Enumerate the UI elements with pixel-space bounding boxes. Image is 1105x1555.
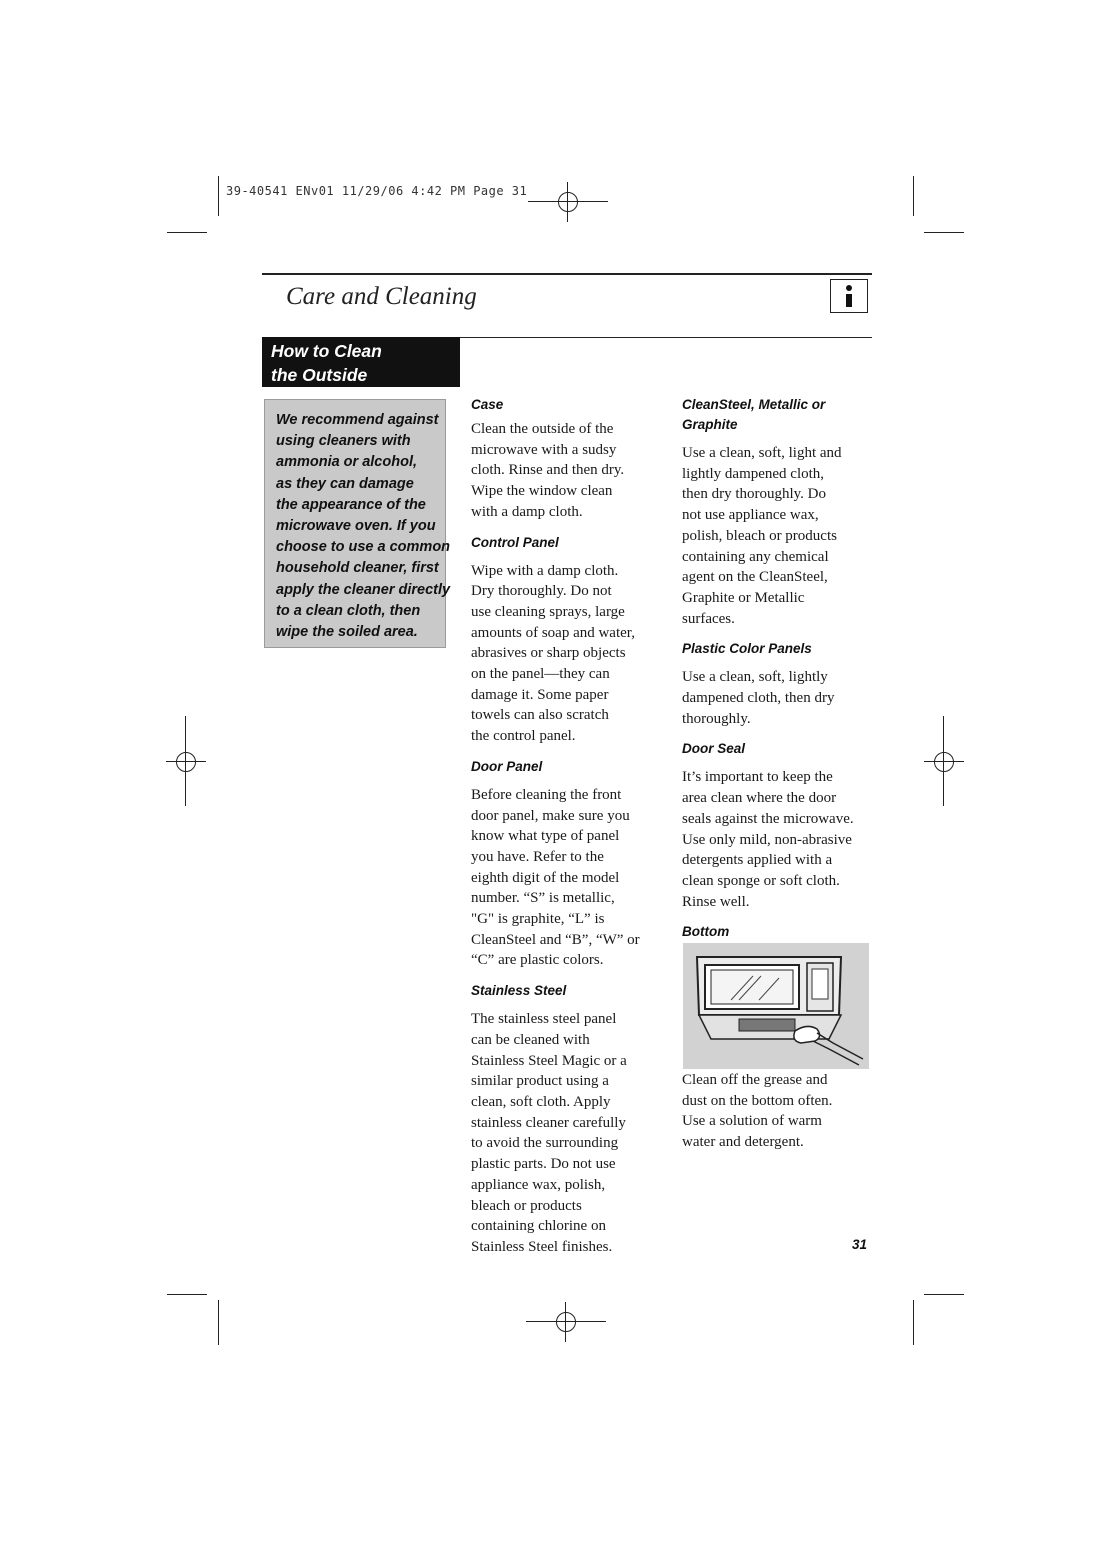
text-line: Stainless Steel Magic or a	[471, 1052, 627, 1069]
text-line: Use a solution of warm	[682, 1113, 822, 1130]
text-line: know what type of panel	[471, 828, 620, 845]
text-line: agent on the CleanSteel,	[682, 569, 828, 586]
text-line: with a damp cloth.	[471, 503, 583, 520]
info-icon	[830, 279, 868, 313]
cleansteel-heading-1: CleanSteel, Metallic or	[682, 397, 826, 412]
text-line: “C” are plastic colors.	[471, 952, 604, 969]
text-line: amounts of soap and water,	[471, 624, 635, 641]
text-line: Use only mild, non-abrasive	[682, 831, 852, 848]
cleaner-warning-box	[264, 399, 451, 648]
text-line: microwave with a sudsy	[471, 441, 617, 458]
text-line: area clean where the door	[682, 790, 837, 807]
registration-crosshair-bottom	[546, 1302, 586, 1342]
text-line: not use appliance wax,	[682, 507, 819, 524]
warning-line: microwave oven. If you	[276, 518, 436, 535]
text-line: Before cleaning the front	[471, 786, 622, 803]
door-seal-heading: Door Seal	[682, 741, 746, 757]
text-line: lightly dampened cloth,	[682, 465, 825, 482]
control-panel-heading: Control Panel	[471, 534, 559, 550]
page-number: 31	[852, 1237, 868, 1252]
warning-line: the appearance of the	[276, 496, 426, 513]
text-line: The stainless steel panel	[471, 1011, 617, 1028]
text-line: thoroughly.	[682, 710, 751, 727]
text-line: water and detergent.	[682, 1134, 804, 1151]
text-line: number. “S” is metallic,	[471, 890, 615, 907]
text-line: "G" is graphite, “L” is	[471, 911, 605, 928]
text-line: door panel, make sure you	[471, 807, 630, 824]
text-line: surfaces.	[682, 610, 735, 627]
text-line: Use a clean, soft, light and	[682, 445, 842, 461]
text-line: stainless cleaner carefully	[471, 1114, 626, 1131]
stainless-steel-heading: Stainless Steel	[471, 983, 567, 999]
warning-line: to a clean cloth, then	[276, 602, 421, 619]
microwave-icon	[683, 943, 869, 1069]
text-line: can be cleaned with	[471, 1031, 590, 1048]
door-seal-text	[682, 767, 882, 912]
warning-line: ammonia or alcohol,	[276, 454, 417, 471]
crop-mark-bl-v	[218, 1300, 219, 1345]
header-top-rule	[262, 273, 872, 275]
text-line: use cleaning sprays, large	[471, 603, 625, 620]
case-heading: Case	[471, 397, 504, 412]
stainless-steel-text	[471, 1009, 671, 1257]
warning-line: apply the cleaner directly	[276, 581, 451, 598]
text-line: then dry thoroughly. Do	[682, 486, 827, 503]
text-line: dust on the bottom often.	[682, 1092, 833, 1109]
cleansteel-text	[682, 443, 882, 629]
text-line: plastic parts. Do not use	[471, 1156, 616, 1173]
registration-crosshair-right	[924, 742, 964, 782]
text-line: It’s important to keep the	[682, 769, 833, 786]
text-line: Stainless Steel finishes.	[471, 1238, 613, 1255]
text-line: Wipe with a damp cloth.	[471, 562, 619, 579]
text-line: clean, soft cloth. Apply	[471, 1093, 611, 1110]
text-line: clean sponge or soft cloth.	[682, 872, 840, 889]
print-slug: 39-40541 ENv01 11/29/06 4:42 PM Page 31	[226, 184, 528, 198]
plastic-panels-heading: Plastic Color Panels	[682, 641, 812, 657]
text-line: Graphite or Metallic	[682, 589, 805, 606]
text-line: eighth digit of the model	[471, 869, 620, 886]
text-line: abrasives or sharp objects	[471, 645, 626, 662]
text-line: on the panel—they can	[471, 666, 610, 683]
crop-mark-tl-v	[218, 176, 219, 216]
warning-line: using cleaners with	[276, 433, 411, 450]
warning-line: wipe the soiled area.	[276, 624, 418, 641]
text-line: to avoid the surrounding	[471, 1135, 619, 1152]
text-line: Clean off the grease and	[682, 1072, 828, 1088]
text-line: detergents applied with a	[682, 852, 833, 869]
text-line: Rinse well.	[682, 893, 750, 910]
plastic-panels-text	[682, 667, 882, 729]
crop-mark-tr-v	[913, 176, 914, 216]
text-line: appliance wax, polish,	[471, 1176, 606, 1193]
crop-mark-tl-h	[167, 232, 207, 233]
subsection-tab	[262, 337, 460, 387]
case-text	[471, 419, 671, 523]
bottom-heading: Bottom	[682, 924, 730, 940]
warning-line: as they can damage	[276, 475, 414, 492]
text-line: Wipe the window clean	[471, 483, 613, 500]
tab-line-2: the Outside	[271, 365, 368, 385]
warning-line: choose to use a common	[276, 539, 451, 556]
door-panel-text	[471, 785, 671, 971]
text-line: dampened cloth, then dry	[682, 690, 835, 707]
crop-mark-tr-h	[924, 232, 964, 233]
microwave-bottom-illustration	[683, 943, 869, 1069]
registration-crosshair-left	[166, 742, 206, 782]
text-line: similar product using a	[471, 1073, 609, 1090]
column-1	[471, 395, 671, 1258]
text-line: CleanSteel and “B”, “W” or	[471, 931, 640, 948]
bottom-caption	[682, 1070, 882, 1153]
column-2	[682, 395, 882, 942]
text-line: containing chlorine on	[471, 1218, 606, 1235]
text-line: containing any chemical	[682, 548, 829, 565]
text-line: Clean the outside of the	[471, 421, 614, 437]
door-panel-heading: Door Panel	[471, 758, 543, 774]
text-line: damage it. Some paper	[471, 686, 609, 703]
section-title: Care and Cleaning	[286, 283, 477, 310]
text-line: the control panel.	[471, 728, 576, 745]
warning-line: household cleaner, first	[276, 560, 439, 577]
cleansteel-heading-2: Graphite	[682, 417, 738, 432]
tab-line-1: How to Clean	[271, 341, 382, 361]
text-line: polish, bleach or products	[682, 527, 837, 544]
text-line: towels can also scratch	[471, 707, 609, 724]
crop-mark-br-h	[924, 1294, 964, 1295]
registration-crosshair-top	[548, 182, 588, 222]
text-line: Dry thoroughly. Do not	[471, 583, 612, 600]
text-line: you have. Refer to the	[471, 848, 604, 865]
warning-line: We recommend against	[276, 412, 439, 428]
text-line: seals against the microwave.	[682, 810, 854, 827]
text-line: Use a clean, soft, lightly	[682, 669, 828, 686]
text-line: cloth. Rinse and then dry.	[471, 462, 625, 479]
crop-mark-bl-h	[167, 1294, 207, 1295]
text-line: bleach or products	[471, 1197, 582, 1214]
crop-mark-br-v	[913, 1300, 914, 1345]
control-panel-text	[471, 561, 671, 747]
